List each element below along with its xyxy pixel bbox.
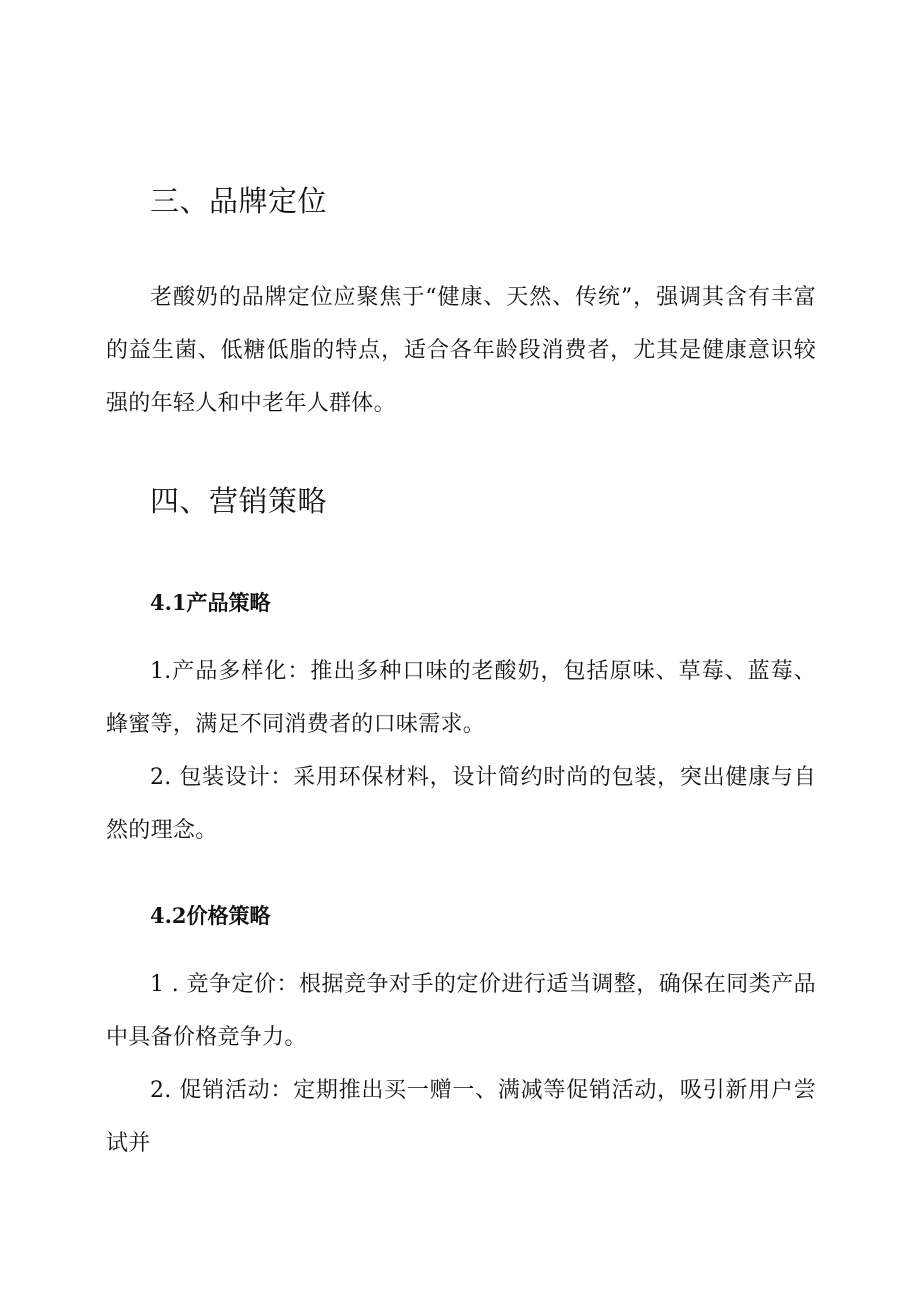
product-strategy-item: 2. 包装设计：采用环保材料，设计简约时尚的包装，突出健康与自然的理念。 [106, 765, 816, 843]
brand-positioning-paragraph: 老酸奶的品牌定位应聚焦于“健康、天然、传统”，强调其含有丰富的益生菌、低糖低脂的特点，适合各年龄段消费者，尤其是健康意识较强的年轻人和中老年人群体。 [106, 285, 816, 416]
product-strategy-item: 1.产品多样化：推出多种口味的老酸奶，包括原味、草莓、蓝莓、蜂蜜等，满足不同消费者的口味需求。 [106, 659, 816, 737]
section-heading-marketing-strategy: 四、营销策略 [150, 484, 328, 518]
subsection-heading-product-strategy: 4.1产品策略 [150, 590, 271, 615]
price-strategy-item: 1 . 竞争定价：根据竞争对手的定价进行适当调整，确保在同类产品中具备价格竞争力。 [106, 972, 816, 1050]
subsection-heading-price-strategy: 4.2价格策略 [150, 903, 271, 928]
section-heading-brand-positioning: 三、品牌定位 [150, 184, 328, 218]
price-strategy-item: 2. 促销活动：定期推出买一赠一、满减等促销活动，吸引新用户尝试并 [106, 1078, 816, 1156]
